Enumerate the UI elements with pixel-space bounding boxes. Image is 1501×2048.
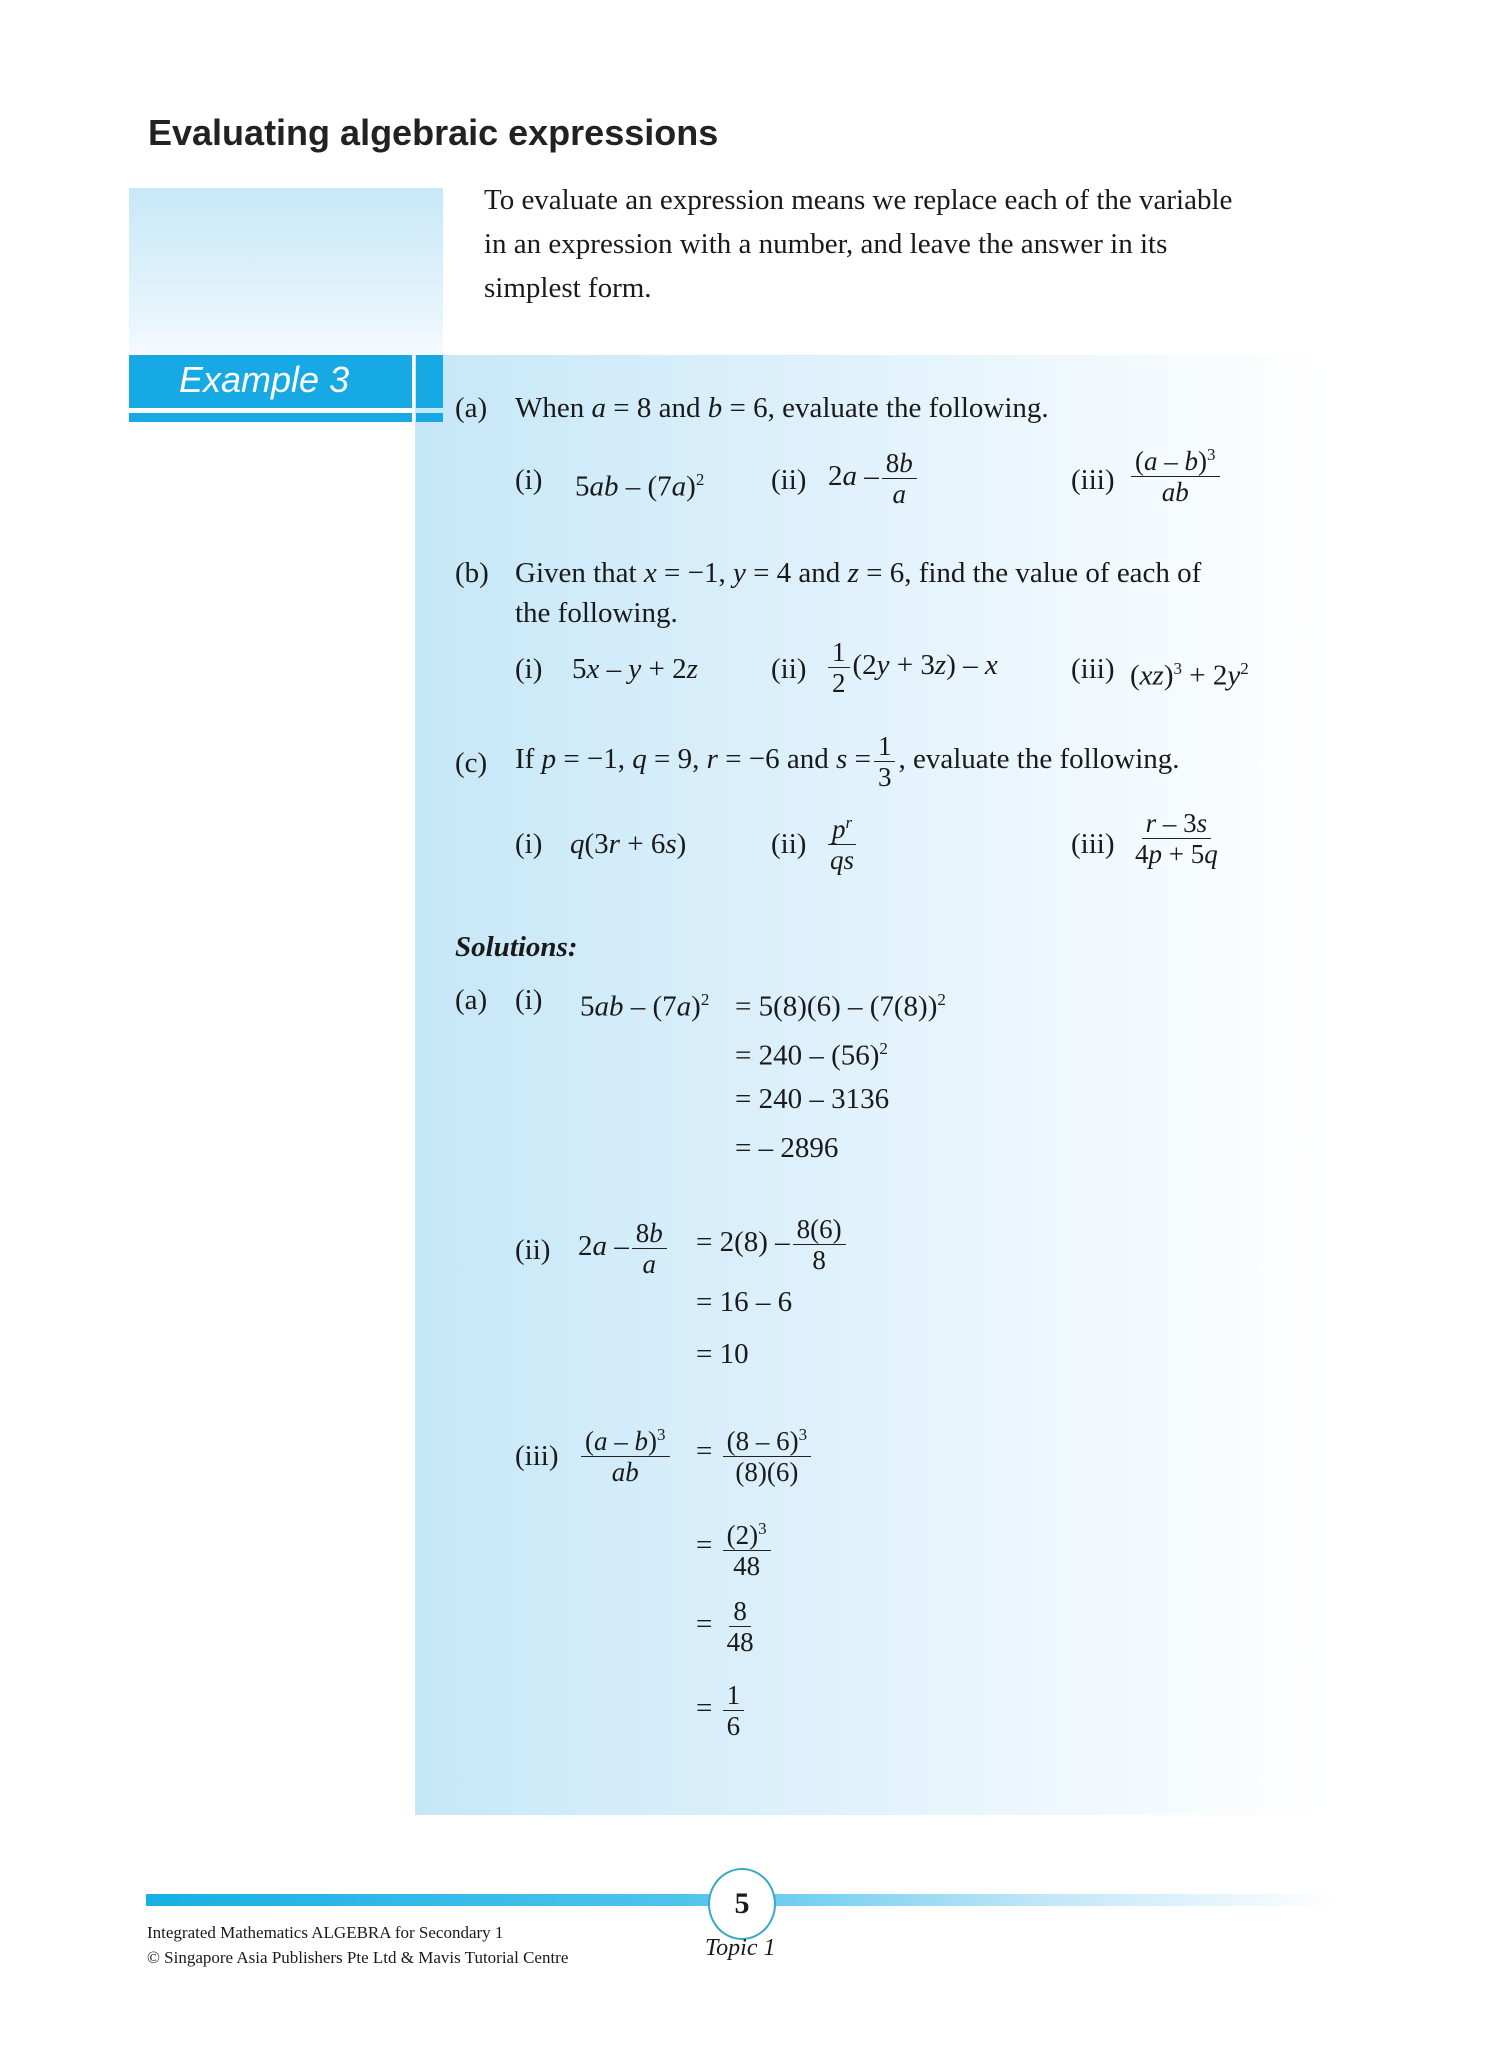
solution-step: = $240 - (56)^2$ — [735, 1039, 888, 1072]
topic-label: Topic 1 — [705, 1935, 776, 1961]
copyright: © Singapore Asia Publishers Pte Ltd & Mavis Tutorial Centre — [147, 1948, 569, 1967]
expression: $(xz)^3 + 2y^2$ — [1130, 659, 1249, 692]
section-heading: Evaluating algebraic expressions — [148, 112, 719, 153]
solution-step: = – 2896 — [735, 1132, 839, 1164]
expression: $\frac{p^r}{qs}$ — [823, 808, 861, 875]
part-label: (b) — [455, 557, 489, 589]
part-label: (c) — [455, 747, 488, 779]
item-label: (iii) — [1071, 464, 1115, 496]
solution-lhs: $5ab - (7a)^2$ — [580, 990, 710, 1023]
expression: 5x – y + 2z — [572, 653, 698, 685]
item-label: (ii) — [515, 1234, 551, 1266]
expression: $\frac{(a - b)^3}{ab}$ — [1128, 440, 1223, 507]
example-label-bar — [129, 355, 443, 422]
solution-step: = 16 – 6 — [696, 1286, 793, 1318]
solution-lhs: $\frac{(a - b)^3}{ab}$ — [578, 1420, 673, 1487]
expression: 2a – $\frac{8b}{a}$ — [828, 448, 920, 509]
expression: $5ab - (7a)^2$ — [575, 470, 705, 503]
page-number: 5 — [708, 1868, 776, 1940]
solution-step: = $\frac{1}{6}$ — [696, 1680, 747, 1741]
solution-step: = 2(8) – $\frac{8(6)}{8}$ — [696, 1214, 849, 1275]
question-text: Given that x = −1, y = 4 and z = 6, find the value of each of — [515, 557, 1202, 589]
example-label: Example 3 — [179, 359, 350, 400]
item-label: (iii) — [515, 1440, 559, 1472]
solutions-heading: Solutions: — [455, 931, 578, 963]
expression: $\frac{r - 3s}{4p + 5q}$ — [1135, 808, 1218, 869]
book-title: Integrated Mathematics ALGEBRA for Secondary 1 — [147, 1923, 504, 1942]
part-label: (a) — [455, 392, 488, 424]
footer-credits — [147, 1920, 568, 1970]
intro-line: simplest form. — [484, 272, 652, 304]
item-label: (i) — [515, 653, 543, 685]
solution-step: = $\frac{8}{48}$ — [696, 1596, 754, 1657]
item-label: (i) — [515, 464, 543, 496]
solution-lhs: 2a – $\frac{8b}{a}$ — [578, 1218, 670, 1279]
part-label: (a) — [455, 984, 488, 1016]
item-label: (iii) — [1071, 653, 1115, 685]
solution-step: = 10 — [696, 1338, 749, 1370]
item-label: (iii) — [1071, 828, 1115, 860]
solution-step: = 240 – 3136 — [735, 1083, 890, 1115]
intro-line: To evaluate an expression means we replace each of the variable — [484, 184, 1233, 216]
question-text: When a = 8 and b = 6, evaluate the following. — [515, 392, 1049, 424]
solution-step: = $5(8)(6) - (7(8))^2$ — [735, 990, 946, 1023]
intro-paragraph — [484, 178, 1364, 310]
item-label: (ii) — [771, 464, 807, 496]
item-label: (i) — [515, 984, 543, 1016]
intro-decoration — [129, 188, 443, 355]
solution-step: = $\frac{(8 - 6)^3}{(8)(6)}$ — [696, 1420, 814, 1487]
solution-step: = $\frac{(2)^3}{48}$ — [696, 1514, 774, 1581]
question-text: the following. — [515, 597, 678, 629]
item-label: (ii) — [771, 828, 807, 860]
expression: $\frac{1}{2}$ (2y + 3z) – x — [825, 637, 998, 698]
question-text: If p = −1, q = 9, r = −6 and s = $\frac{1}{3}$ , evaluate the following. — [515, 731, 1180, 792]
expression: q(3r + 6s) — [570, 828, 687, 860]
item-label: (ii) — [771, 653, 807, 685]
item-label: (i) — [515, 828, 543, 860]
intro-line: in an expression with a number, and leave the answer in its — [484, 228, 1168, 260]
